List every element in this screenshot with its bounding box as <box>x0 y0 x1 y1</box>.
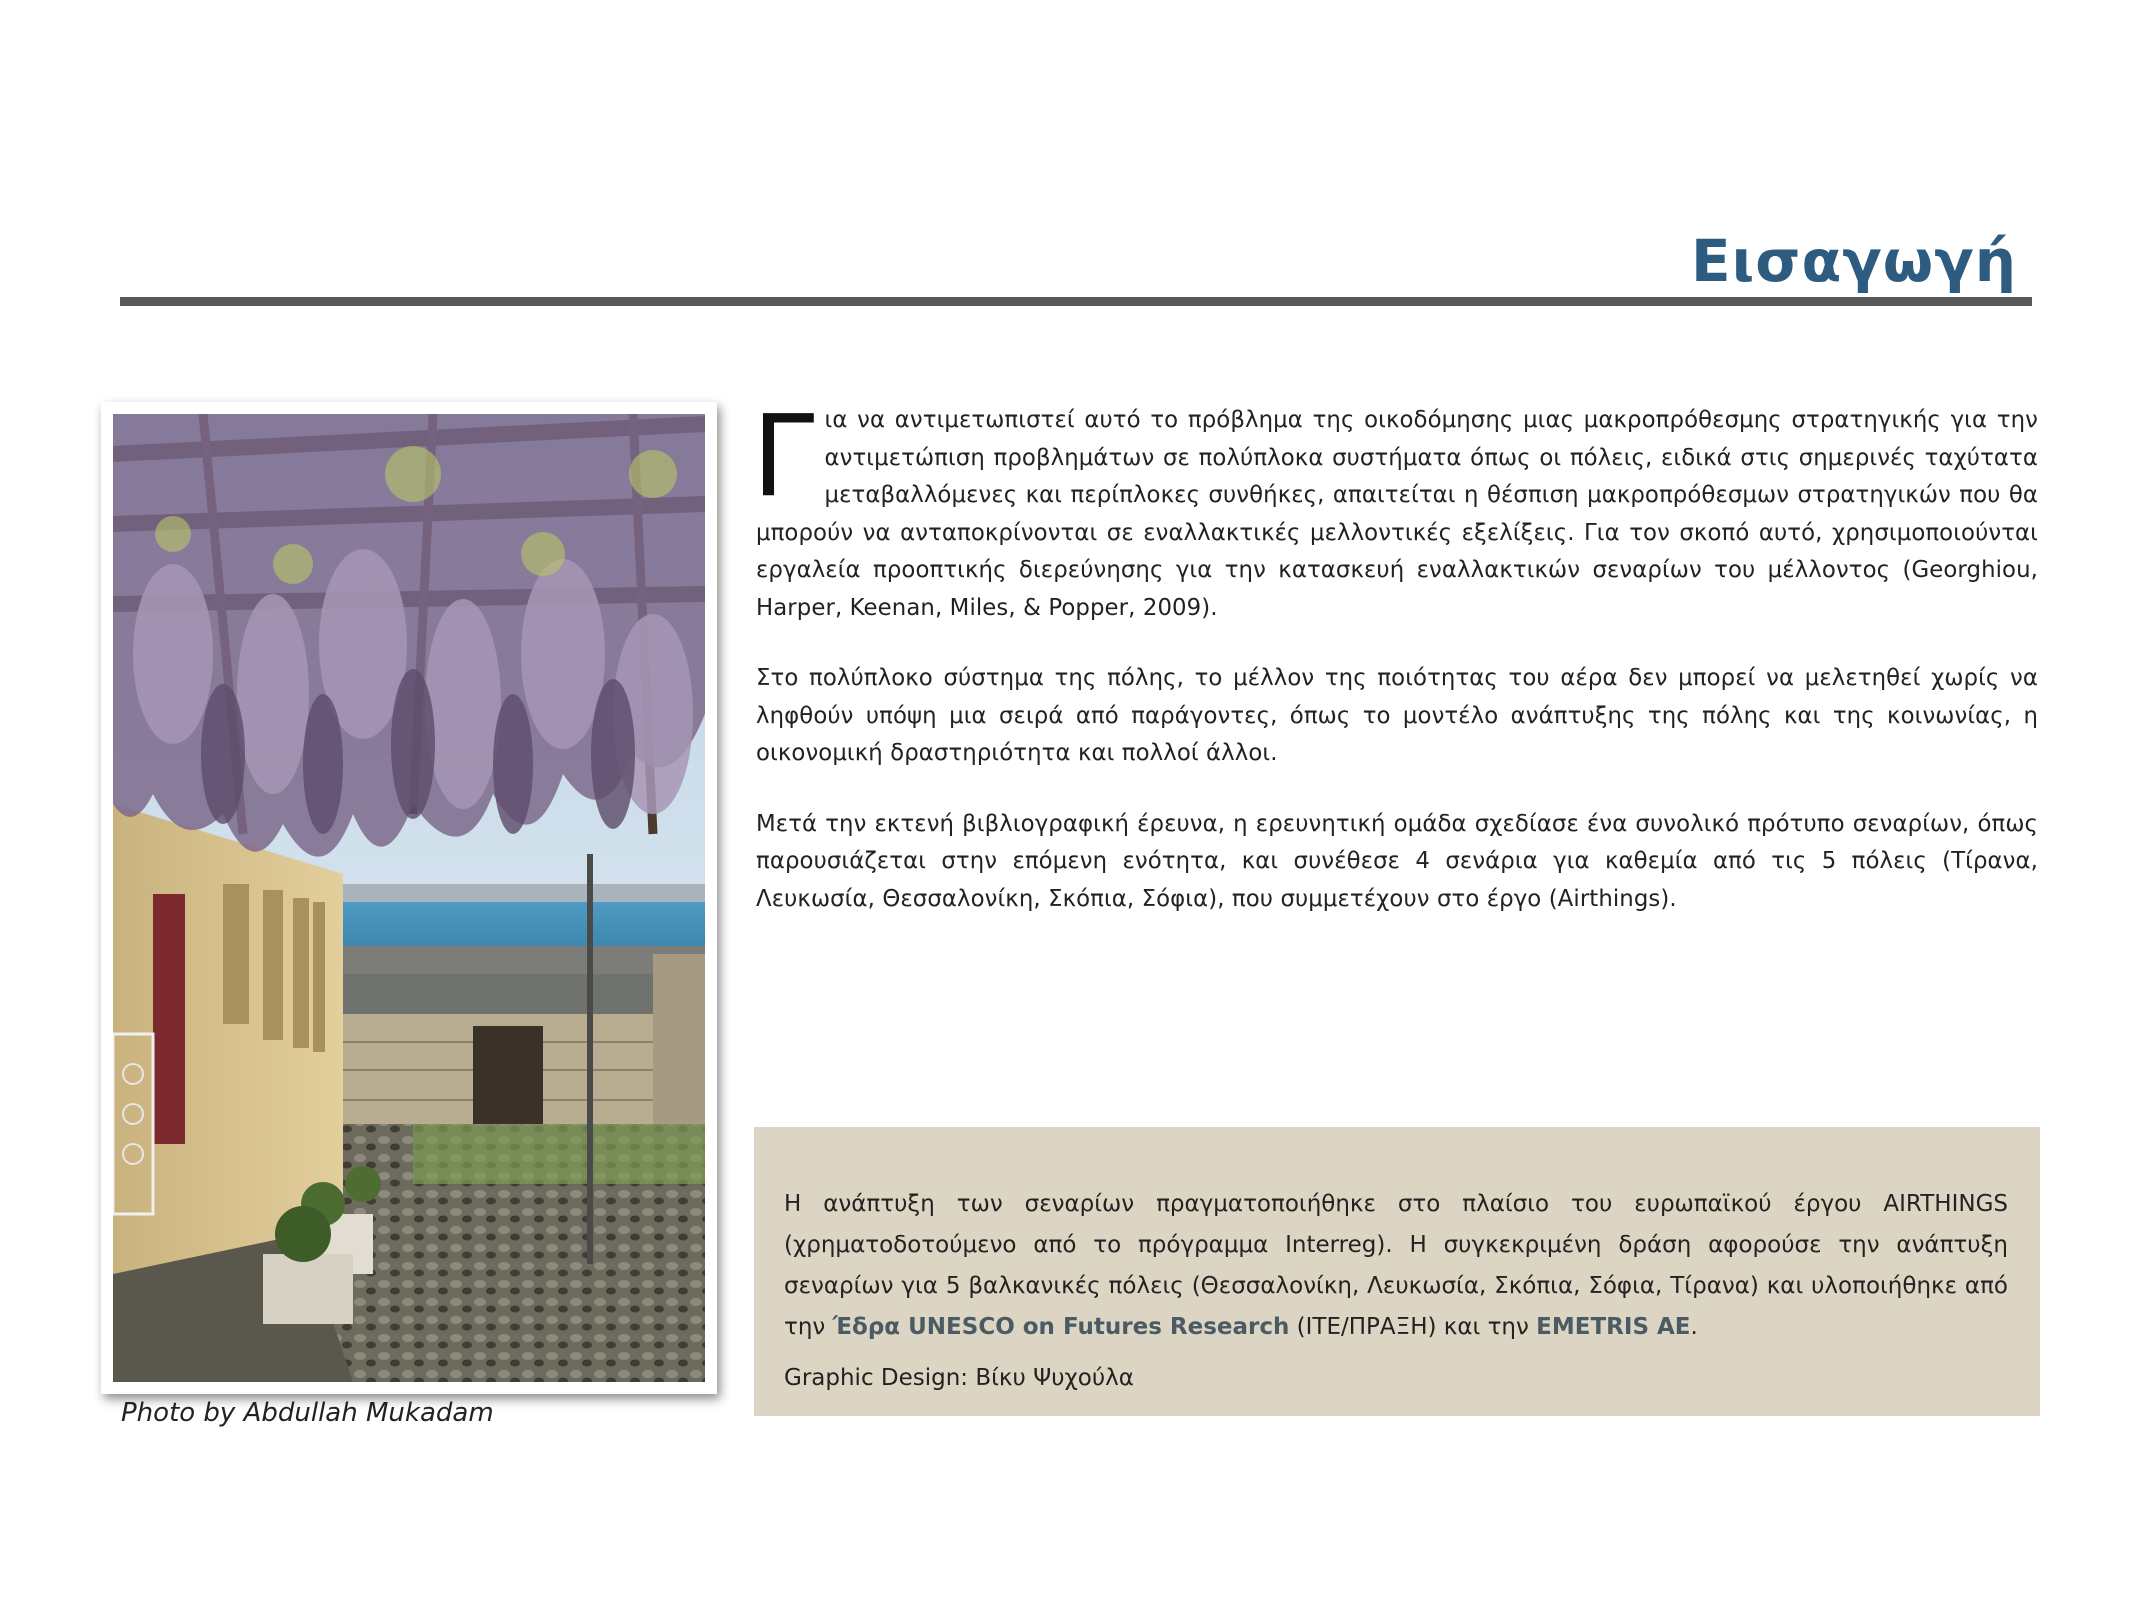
drop-cap: Γ <box>752 392 815 522</box>
page-title: Εισαγωγή <box>1691 227 2017 295</box>
title-divider <box>120 297 2032 306</box>
emetris-name: EMETRIS AE <box>1536 1314 1691 1340</box>
info-text-part: . <box>1690 1314 1698 1340</box>
photo-caption: Photo by Abdullah Mukadam <box>121 1398 494 1428</box>
body-text <box>752 392 2038 951</box>
unesco-chair-name: Έδρα UNESCO on Futures Research <box>832 1314 1290 1340</box>
design-credit: Graphic Design: Βίκυ Ψυχούλα <box>784 1365 1134 1391</box>
photo-frame <box>101 402 717 1394</box>
intro-paragraph-text: ια να αντιμετωπιστεί αυτό το πρόβλημα της οικοδόμησης μιας μακροπρόθεσμης στρατηγικής για την αντιμετώπιση προβλημάτων σε πολύπλοκα συστήματα όπως οι πόλεις, ειδικά στις σημερινές ταχύτατα μεταβαλλόμενες και περίπλοκες συνθήκες, απαιτείται η θέσπιση μακροπρόθεσμων στρατηγικών που θα μπορούν να ανταποκρίνονται σε εναλλακτικές μελλοντικές εξελίξεις. Για τον σκοπό αυτό, χρησιμοποιούνται εργαλεία προοπτικής διερεύνησης για την κατασκευή εναλλακτικών σεναρίων του μέλλοντος (Georghiou, Harper, Keenan, Miles, & Popper, 2009). <box>756 407 2038 621</box>
info-box <box>754 1127 2040 1416</box>
info-text-part: (ΙΤΕ/ΠΡΑΞΗ) και την <box>1289 1314 1537 1340</box>
research-paragraph: Μετά την εκτενή βιβλιογραφική έρευνα, η ερευνητική ομάδα σχεδίασε ένα συνολικό πρότυπο σεναρίων, όπως παρουσιάζεται στην επόμενη ενότητα, και συνέθεσε 4 σενάρια για καθεμία από τις 5 πόλεις (Τίρανα, Λευκωσία, Θεσσαλονίκη, Σκόπια, Σόφια), που συμμετέχουν στο έργο (Airthings). <box>756 810 2038 912</box>
intro-paragraph <box>752 392 2038 627</box>
city-system-paragraph: Στο πολύπλοκο σύστημα της πόλης, το μέλλον της ποιότητας του αέρα δεν μπορεί να μελετηθεί χωρίς να ληφθούν υπόψη μια σειρά από παράγοντες, όπως το μοντέλο ανάπτυξης της πόλης και της κοινωνίας, η οικονομική δραστηριότητα και πολλοί άλλοι. <box>756 665 2038 766</box>
wisteria-courtyard-photo <box>113 414 705 1382</box>
info-text-part: Η ανάπτυξη των σεναρίων πραγματοποιήθηκε στο πλαίσιο του ευρωπαϊκού έργου AIRTHINGS (χρηματοδοτούμενο από το πρόγραμμα Interreg). Η συγκεκριμένη δράση αφορούσε την ανάπτυξη σεναρίων για 5 βαλκανικές πόλεις (Θεσσαλονίκη, Λευκωσία, Σκόπια, Σόφια, Τίρανα) και υλοποιήθηκε από την <box>784 1191 2008 1340</box>
info-text <box>784 1184 2008 1348</box>
